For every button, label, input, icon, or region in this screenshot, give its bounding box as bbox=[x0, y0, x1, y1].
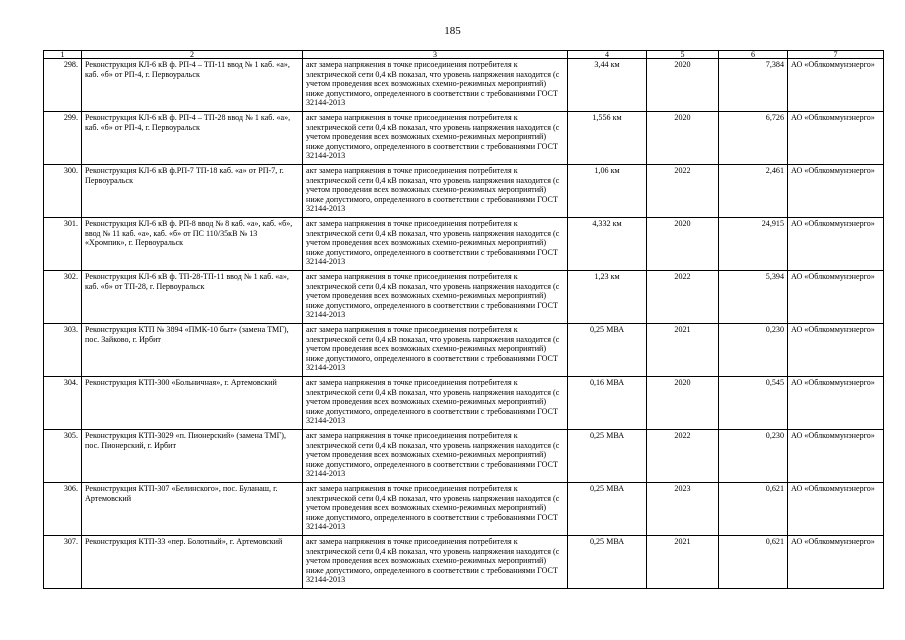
justification: акт замера напряжения в точке присоединения потребителя к электрической сети 0,4 кВ показал, что уровень напряжения находится (с учетом проведения всех возможных схемно-режимных мероприятий) ниже допустимого, определенного в соответствии с требованиями ГОСТ 32144-2013 bbox=[303, 271, 568, 324]
row-number: 304. bbox=[44, 377, 82, 430]
completion-year: 2020 bbox=[647, 377, 719, 430]
row-number: 302. bbox=[44, 271, 82, 324]
table-row bbox=[44, 483, 884, 536]
capacity-value: 0,25 МВА bbox=[568, 430, 647, 483]
project-name: Реконструкция КЛ-6 кВ ф. РП-4 – ТП-11 ввод № 1 каб. «а», каб. «б» от РП-4, г. Первоуральск bbox=[82, 59, 303, 112]
organization: АО «Облкоммунэнерго» bbox=[788, 271, 884, 324]
capacity-value: 1,556 км bbox=[568, 112, 647, 165]
row-number: 303. bbox=[44, 324, 82, 377]
justification: акт замера напряжения в точке присоединения потребителя к электрической сети 0,4 кВ показал, что уровень напряжения находится (с учетом проведения всех возможных схемно-режимных мероприятий) ниже допустимого, определенного в соответствии с требованиями ГОСТ 32144-2013 bbox=[303, 483, 568, 536]
row-number: 300. bbox=[44, 165, 82, 218]
investment-table bbox=[43, 50, 884, 589]
row-number: 301. bbox=[44, 218, 82, 271]
justification: акт замера напряжения в точке присоединения потребителя к электрической сети 0,4 кВ показал, что уровень напряжения находится (с учетом проведения всех возможных схемно-режимных мероприятий) ниже допустимого, определенного в соответствии с требованиями ГОСТ 32144-2013 bbox=[303, 430, 568, 483]
cost-value: 24,915 bbox=[719, 218, 788, 271]
completion-year: 2022 bbox=[647, 165, 719, 218]
cost-value: 0,621 bbox=[719, 483, 788, 536]
table-row bbox=[44, 218, 884, 271]
project-name: Реконструкция КТП-307 «Белинского», пос. Буланаш, г. Артемовский bbox=[82, 483, 303, 536]
justification: акт замера напряжения в точке присоединения потребителя к электрической сети 0,4 кВ показал, что уровень напряжения находится (с учетом проведения всех возможных схемно-режимных мероприятий) ниже допустимого, определенного в соответствии с требованиями ГОСТ 32144-2013 bbox=[303, 59, 568, 112]
capacity-value: 3,44 км bbox=[568, 59, 647, 112]
table-row bbox=[44, 271, 884, 324]
justification: акт замера напряжения в точке присоединения потребителя к электрической сети 0,4 кВ показал, что уровень напряжения находится (с учетом проведения всех возможных схемно-режимных мероприятий) ниже допустимого, определенного в соответствии с требованиями ГОСТ 32144-2013 bbox=[303, 165, 568, 218]
organization: АО «Облкоммунэнерго» bbox=[788, 483, 884, 536]
completion-year: 2020 bbox=[647, 112, 719, 165]
row-number: 305. bbox=[44, 430, 82, 483]
column-header: 5 bbox=[647, 51, 719, 59]
organization: АО «Облкоммунэнерго» bbox=[788, 377, 884, 430]
organization: АО «Облкоммунэнерго» bbox=[788, 430, 884, 483]
justification: акт замера напряжения в точке присоединения потребителя к электрической сети 0,4 кВ показал, что уровень напряжения находится (с учетом проведения всех возможных схемно-режимных мероприятий) ниже допустимого, определенного в соответствии с требованиями ГОСТ 32144-2013 bbox=[303, 218, 568, 271]
completion-year: 2022 bbox=[647, 430, 719, 483]
completion-year: 2021 bbox=[647, 536, 719, 589]
justification: акт замера напряжения в точке присоединения потребителя к электрической сети 0,4 кВ показал, что уровень напряжения находится (с учетом проведения всех возможных схемно-режимных мероприятий) ниже допустимого, определенного в соответствии с требованиями ГОСТ 32144-2013 bbox=[303, 324, 568, 377]
project-name: Реконструкция КЛ-6 кВ ф.РП-7 ТП-18 каб. «а» от РП-7, г. Первоуральск bbox=[82, 165, 303, 218]
column-header: 6 bbox=[719, 51, 788, 59]
column-header: 4 bbox=[568, 51, 647, 59]
column-header: 3 bbox=[303, 51, 568, 59]
table-row bbox=[44, 112, 884, 165]
organization: АО «Облкоммунэнерго» bbox=[788, 218, 884, 271]
completion-year: 2021 bbox=[647, 324, 719, 377]
cost-value: 0,621 bbox=[719, 536, 788, 589]
cost-value: 7,384 bbox=[719, 59, 788, 112]
cost-value: 2,461 bbox=[719, 165, 788, 218]
table-row bbox=[44, 324, 884, 377]
justification: акт замера напряжения в точке присоединения потребителя к электрической сети 0,4 кВ показал, что уровень напряжения находится (с учетом проведения всех возможных схемно-режимных мероприятий) ниже допустимого, определенного в соответствии с требованиями ГОСТ 32144-2013 bbox=[303, 536, 568, 589]
table-row bbox=[44, 59, 884, 112]
row-number: 298. bbox=[44, 59, 82, 112]
organization: АО «Облкоммунэнерго» bbox=[788, 536, 884, 589]
project-name: Реконструкция КТП-33 «пер. Болотный», г. Артемовский bbox=[82, 536, 303, 589]
organization: АО «Облкоммунэнерго» bbox=[788, 112, 884, 165]
row-number: 307. bbox=[44, 536, 82, 589]
capacity-value: 0,25 МВА bbox=[568, 324, 647, 377]
completion-year: 2020 bbox=[647, 218, 719, 271]
capacity-value: 4,332 км bbox=[568, 218, 647, 271]
justification: акт замера напряжения в точке присоединения потребителя к электрической сети 0,4 кВ показал, что уровень напряжения находится (с учетом проведения всех возможных схемно-режимных мероприятий) ниже допустимого, определенного в соответствии с требованиями ГОСТ 32144-2013 bbox=[303, 112, 568, 165]
project-name: Реконструкция КЛ-6 кВ ф. РП-8 ввод № 8 каб. «а», каб. «б», ввод № 11 каб. «а», каб. «б» от ПС 110/35кВ № 13 «Хромпик», г. Первоуральск bbox=[82, 218, 303, 271]
project-name: Реконструкция КЛ-6 кВ ф. РП-4 – ТП-28 ввод № 1 каб. «а», каб. «б» от РП-4, г. Первоуральск bbox=[82, 112, 303, 165]
table-body bbox=[44, 59, 884, 589]
table-row bbox=[44, 377, 884, 430]
project-name: Реконструкция КЛ-6 кВ ф. ТП-28-ТП-11 ввод № 1 каб. «а», каб. «б» от ТП-28, г. Первоуральск bbox=[82, 271, 303, 324]
organization: АО «Облкоммунэнерго» bbox=[788, 59, 884, 112]
cost-value: 0,230 bbox=[719, 430, 788, 483]
column-header: 1 bbox=[44, 51, 82, 59]
table-row bbox=[44, 165, 884, 218]
table-row bbox=[44, 430, 884, 483]
capacity-value: 0,16 МВА bbox=[568, 377, 647, 430]
row-number: 306. bbox=[44, 483, 82, 536]
column-header: 2 bbox=[82, 51, 303, 59]
cost-value: 6,726 bbox=[719, 112, 788, 165]
justification: акт замера напряжения в точке присоединения потребителя к электрической сети 0,4 кВ показал, что уровень напряжения находится (с учетом проведения всех возможных схемно-режимных мероприятий) ниже допустимого, определенного в соответствии с требованиями ГОСТ 32144-2013 bbox=[303, 377, 568, 430]
organization: АО «Облкоммунэнерго» bbox=[788, 165, 884, 218]
capacity-value: 1,23 км bbox=[568, 271, 647, 324]
completion-year: 2022 bbox=[647, 271, 719, 324]
page-number: 185 bbox=[444, 25, 461, 37]
row-number: 299. bbox=[44, 112, 82, 165]
project-name: Реконструкция КТП-300 «Больничная», г. Артемовский bbox=[82, 377, 303, 430]
column-header: 7 bbox=[788, 51, 884, 59]
cost-value: 0,545 bbox=[719, 377, 788, 430]
table-row bbox=[44, 536, 884, 589]
capacity-value: 0,25 МВА bbox=[568, 483, 647, 536]
completion-year: 2020 bbox=[647, 59, 719, 112]
cost-value: 0,230 bbox=[719, 324, 788, 377]
capacity-value: 0,25 МВА bbox=[568, 536, 647, 589]
completion-year: 2023 bbox=[647, 483, 719, 536]
project-name: Реконструкция КТП-3029 «п. Пионерский» (замена ТМГ), пос. Пионерский, г. Ирбит bbox=[82, 430, 303, 483]
organization: АО «Облкоммунэнерго» bbox=[788, 324, 884, 377]
project-name: Реконструкция КТП № 3894 «ПМК-10 быт» (замена ТМГ), пос. Зайково, г. Ирбит bbox=[82, 324, 303, 377]
column-number-row bbox=[44, 51, 884, 59]
cost-value: 5,394 bbox=[719, 271, 788, 324]
capacity-value: 1,06 км bbox=[568, 165, 647, 218]
